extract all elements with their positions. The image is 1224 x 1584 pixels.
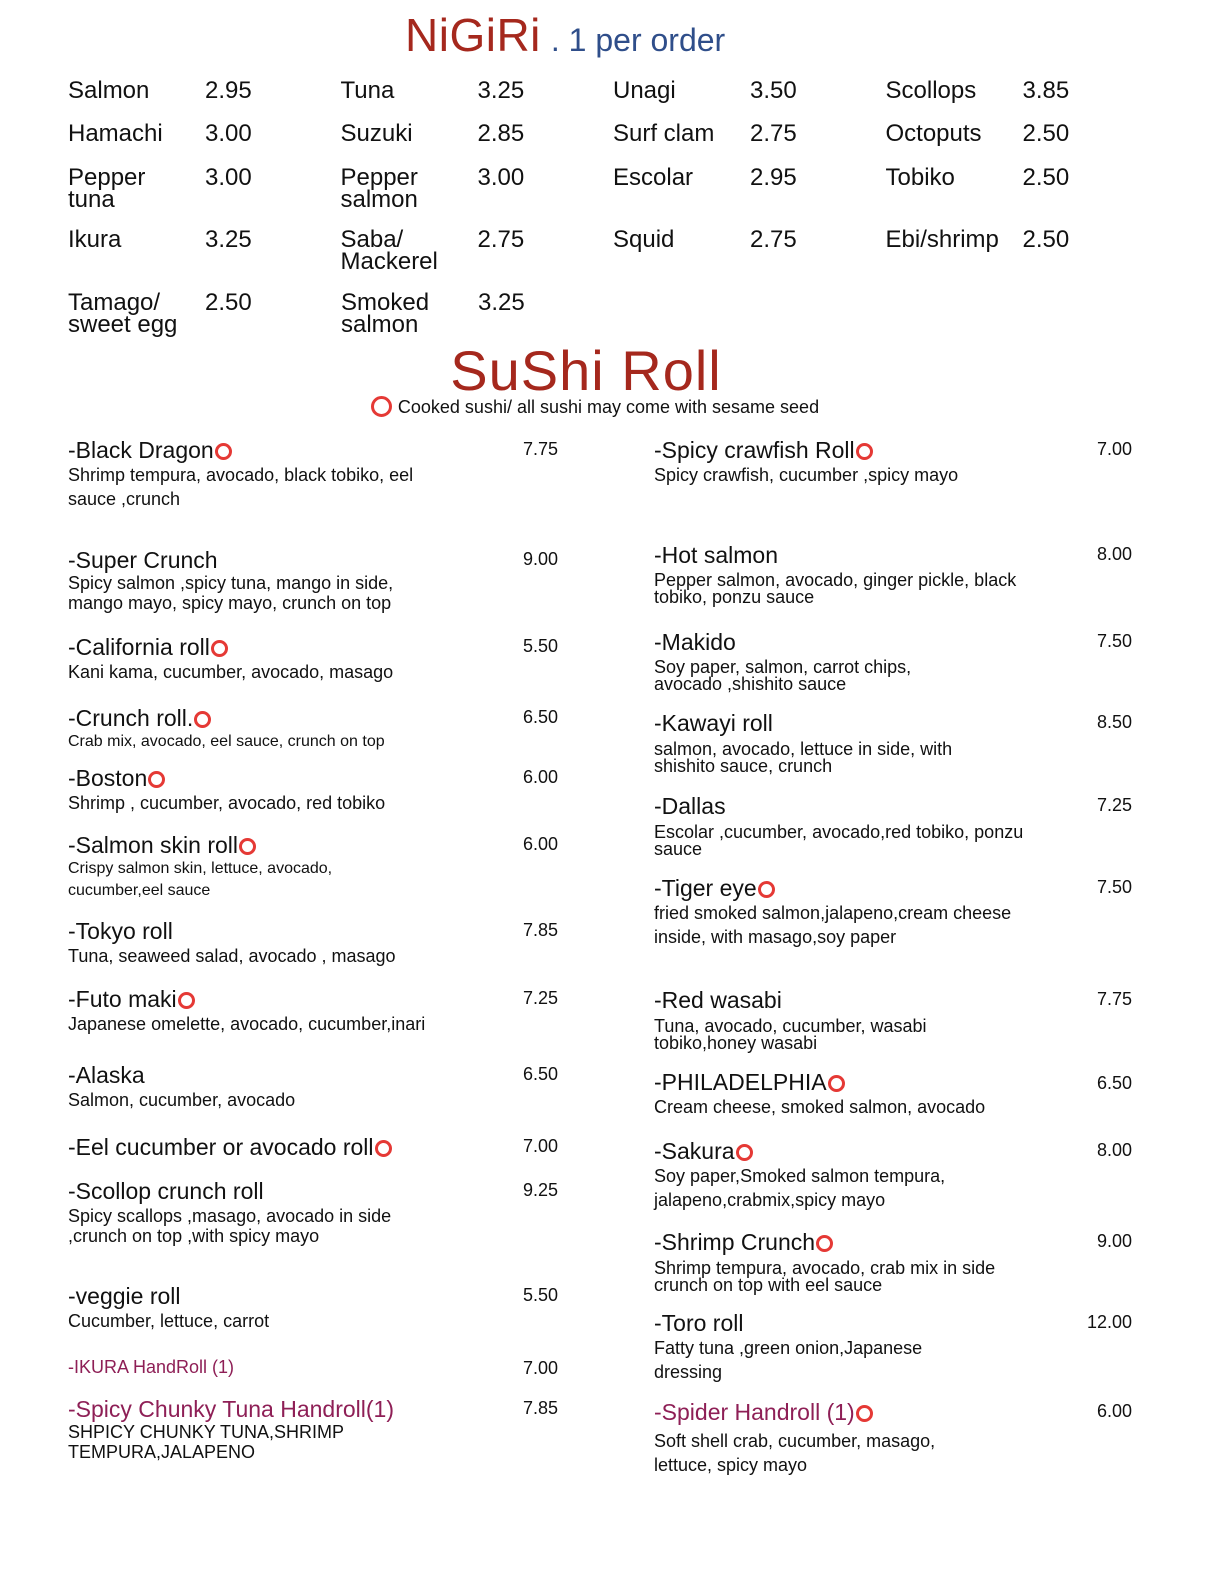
item-name [68, 1178, 558, 1204]
item-description: Japanese omelette, avocado, cucumber,inari [68, 1014, 426, 1034]
item-description: Soy paper,Smoked salmon tempura, jalapeno,crabmix,spicy mayo [654, 1166, 946, 1210]
item-description: Soft shell crab, cucumber, masago, lettuce, spicy mayo [654, 1431, 936, 1475]
menu-item [654, 1399, 1132, 1477]
menu-item [654, 1310, 1132, 1384]
item-price: 6.50 [522, 1064, 558, 1084]
menu-item [654, 542, 1132, 606]
item-price: 8.00 [1096, 1140, 1132, 1160]
item-price: 8.50 [1096, 712, 1132, 732]
item-description: Shrimp tempura, avocado, black tobiko, eel sauce ,crunch [68, 465, 414, 509]
cooked-circle-icon [148, 771, 165, 788]
menu-item [654, 987, 1132, 1052]
item-name-text: -Salmon skin roll [68, 832, 238, 858]
item-price: 5.50 [522, 1285, 558, 1305]
item-description: Kani kama, cucumber, avocado, masago [68, 662, 394, 682]
menu-item [68, 1062, 558, 1112]
menu-item [68, 765, 558, 815]
cooked-circle-icon [758, 881, 775, 898]
item-name [654, 875, 1132, 901]
item-price: 6.50 [1096, 1073, 1132, 1093]
item-name-text: -California roll [68, 634, 210, 660]
item-name [654, 1399, 1132, 1425]
item-description: Tuna, avocado, cucumber, wasabi tobiko,honey wasabi [654, 1016, 927, 1053]
item-name-text: -Tokyo roll [68, 918, 173, 944]
item-description: Crab mix, avocado, eel sauce, crunch on top [68, 733, 385, 750]
nigiri-item-name: Suzuki [340, 120, 413, 147]
menu-item [68, 1356, 558, 1378]
item-name-text: -Shrimp Crunch [654, 1229, 816, 1255]
menu-item [68, 634, 558, 684]
rolls-right-column [654, 0, 1132, 1584]
item-name-text: -Tiger eye [654, 875, 757, 901]
item-name-text: -Toro roll [654, 1310, 744, 1336]
item-name [68, 765, 558, 791]
item-description: Pepper salmon, avocado, ginger pickle, black tobiko, ponzu sauce [654, 570, 1017, 607]
menu-item [68, 986, 558, 1036]
menu-item [68, 705, 558, 753]
nigiri-item-name: Scollops [885, 77, 977, 104]
item-name [654, 542, 1132, 568]
item-price: 12.00 [1086, 1312, 1132, 1332]
item-price: 7.00 [522, 1136, 558, 1156]
item-name [68, 705, 558, 731]
item-description: salmon, avocado, lettuce in side, with shishito sauce, crunch [654, 739, 953, 776]
menu-item [68, 1396, 558, 1462]
nigiri-item-price: 2.50 [1022, 226, 1070, 253]
nigiri-item-price: 2.50 [1022, 164, 1070, 191]
menu-item [68, 547, 558, 613]
nigiri-item-price: 3.25 [478, 289, 525, 316]
nigiri-item-name: Tobiko [885, 164, 955, 191]
item-name-text: -Dallas [654, 793, 726, 819]
item-price: 6.00 [1096, 1401, 1132, 1421]
item-price: 7.85 [522, 1398, 558, 1418]
item-name-text: -Scollop crunch roll [68, 1178, 264, 1204]
cooked-circle-icon [375, 1140, 392, 1157]
cooked-circle-icon [215, 443, 232, 460]
item-name [654, 1310, 1132, 1336]
item-price: 7.25 [522, 988, 558, 1008]
cooked-circle-icon [856, 1405, 873, 1422]
item-price: 7.75 [1096, 989, 1132, 1009]
nigiri-item-price: 3.00 [477, 164, 525, 191]
nigiri-item-price: 2.95 [750, 164, 797, 191]
item-name-text: -Alaska [68, 1062, 145, 1088]
nigiri-item-price: 3.25 [477, 77, 525, 104]
item-description: Cucumber, lettuce, carrot [68, 1311, 270, 1331]
item-name-text: -Black Dragon [68, 437, 214, 463]
nigiri-item-name: Octoputs [885, 120, 982, 147]
nigiri-item-name: Saba/ Mackerel [340, 226, 438, 275]
nigiri-item-price: 2.85 [477, 120, 525, 147]
nigiri-item-price: 2.75 [477, 226, 525, 253]
cooked-circle-icon [239, 838, 256, 855]
item-description: Spicy scallops ,masago, avocado in side ,crunch on top ,with spicy mayo [68, 1206, 392, 1246]
item-name-text: -Eel cucumber or avocado roll [68, 1134, 374, 1160]
nigiri-item-price: 3.00 [205, 120, 252, 147]
item-name-text: -Spicy crawfish Roll [654, 437, 855, 463]
nigiri-item-name: Ebi/shrimp [885, 226, 999, 253]
item-price: 5.50 [522, 636, 558, 656]
nigiri-item-price: 2.50 [1022, 120, 1070, 147]
cooked-circle-icon [828, 1075, 845, 1092]
item-price: 9.00 [1096, 1231, 1132, 1251]
item-name [68, 918, 558, 944]
item-price: 6.50 [522, 707, 558, 727]
nigiri-item-name: Pepper salmon [340, 164, 418, 213]
menu-item [654, 875, 1132, 949]
menu-item [654, 1069, 1132, 1119]
nigiri-item-name: Unagi [613, 77, 676, 104]
item-name-text: -Crunch roll. [68, 705, 194, 731]
nigiri-subtitle: . 1 per order [550, 22, 726, 58]
item-price: 9.25 [522, 1180, 558, 1200]
item-name [654, 1069, 1132, 1095]
nigiri-item-price: 2.75 [750, 226, 797, 253]
item-name [68, 547, 558, 573]
item-description: Spicy crawfish, cucumber ,spicy mayo [654, 465, 959, 485]
item-name-text: -Hot salmon [654, 542, 778, 568]
item-name [68, 1283, 558, 1309]
item-name [68, 1396, 558, 1422]
menu-item [654, 437, 1132, 487]
nigiri-item-name: Surf clam [613, 120, 715, 147]
item-description: Cream cheese, smoked salmon, avocado [654, 1097, 986, 1117]
item-description: SHPICY CHUNKY TUNA,SHRIMP TEMPURA,JALAPENO [68, 1422, 344, 1462]
item-name-text: -Spicy Chunky Tuna Handroll(1) [68, 1396, 394, 1422]
menu-item [654, 793, 1132, 858]
nigiri-item-name: Escolar [613, 164, 694, 191]
item-name [68, 1062, 558, 1088]
note-text: Cooked sushi/ all sushi may come with sesame seed [397, 397, 820, 417]
item-name-text: -Makido [654, 629, 736, 655]
sushi-roll-title: SuShi Roll [450, 339, 722, 402]
nigiri-title: NiGiRi [405, 9, 541, 61]
nigiri-item-name: Tamago/ sweet egg [68, 289, 178, 338]
cooked-circle-icon [211, 640, 228, 657]
item-name [68, 1134, 558, 1160]
item-price: 8.00 [1096, 544, 1132, 564]
menu-item [654, 1138, 1132, 1212]
nigiri-item-price: 3.25 [205, 226, 252, 253]
item-name [68, 1356, 558, 1378]
item-price: 7.25 [1096, 795, 1132, 815]
item-name-text: -Sakura [654, 1138, 735, 1164]
item-description: Shrimp , cucumber, avocado, red tobiko [68, 793, 386, 813]
item-price: 6.00 [522, 834, 558, 854]
item-name-text: -veggie roll [68, 1283, 181, 1309]
item-name-text: -IKURA HandRoll (1) [68, 1357, 235, 1377]
item-price: 7.50 [1096, 877, 1132, 897]
menu-item [654, 710, 1132, 775]
nigiri-item-name: Smoked salmon [341, 289, 430, 338]
nigiri-item-price: 2.75 [750, 120, 797, 147]
item-description: Escolar ,cucumber, avocado,red tobiko, ponzu sauce [654, 822, 1024, 859]
item-name [654, 987, 1132, 1013]
nigiri-item-price: 3.00 [205, 164, 252, 191]
item-name-text: -Super Crunch [68, 547, 218, 573]
item-name [654, 710, 1132, 736]
menu-item [654, 629, 1132, 693]
cooked-circle-icon [194, 711, 211, 728]
item-name-text: -Red wasabi [654, 987, 782, 1013]
item-price: 7.00 [522, 1358, 558, 1378]
nigiri-item-name: Hamachi [68, 120, 163, 147]
nigiri-item-price: 3.50 [750, 77, 797, 104]
item-name [68, 437, 558, 463]
item-description: Fatty tuna ,green onion,Japanese dressing [654, 1338, 923, 1382]
item-price: 7.50 [1096, 631, 1132, 651]
item-description: Salmon, cucumber, avocado [68, 1090, 296, 1110]
nigiri-item-name: Salmon [68, 77, 150, 104]
cooked-circle-icon [816, 1235, 833, 1252]
item-description: fried smoked salmon,jalapeno,cream cheese inside, with masago,soy paper [654, 903, 1012, 947]
item-description: Crispy salmon skin, lettuce, avocado, cucumber,eel sauce [68, 860, 333, 899]
item-name [654, 629, 1132, 655]
nigiri-item-price: 2.50 [205, 289, 252, 316]
item-name [68, 634, 558, 660]
item-name-text: -Spider Handroll (1) [654, 1399, 855, 1425]
menu-item [68, 1283, 558, 1333]
item-name-text: -Futo maki [68, 986, 177, 1012]
item-name [654, 1138, 1132, 1164]
item-price: 7.85 [522, 920, 558, 940]
nigiri-item-price: 3.85 [1022, 77, 1070, 104]
menu-item [68, 832, 558, 902]
nigiri-item-name: Pepper tuna [68, 164, 146, 213]
menu-item [68, 918, 558, 968]
menu-item [68, 1178, 558, 1246]
nigiri-item-name: Tuna [340, 77, 395, 104]
item-name-text: -Boston [68, 765, 148, 791]
item-description: Spicy salmon ,spicy tuna, mango in side, mango mayo, spicy mayo, crunch on top [68, 573, 394, 613]
item-name [68, 986, 558, 1012]
item-price: 7.75 [522, 439, 558, 459]
item-price: 9.00 [522, 549, 558, 569]
item-description: Shrimp tempura, avocado, crab mix in side crunch on top with eel sauce [654, 1258, 996, 1295]
item-name [654, 1229, 1132, 1255]
item-name [68, 832, 558, 858]
nigiri-item-name: Squid [613, 226, 675, 253]
menu-item [68, 437, 558, 511]
item-price: 6.00 [522, 767, 558, 787]
item-description: Tuna, seaweed salad, avocado , masago [68, 946, 396, 966]
item-name [654, 437, 1132, 463]
item-description: Soy paper, salmon, carrot chips, avocado ,shishito sauce [654, 657, 912, 694]
menu-item [68, 1134, 558, 1160]
item-name [654, 793, 1132, 819]
item-name-text: -PHILADELPHIA [654, 1069, 827, 1095]
nigiri-item-name: Ikura [68, 226, 122, 253]
cooked-circle-icon [178, 992, 195, 1009]
menu-item [654, 1229, 1132, 1294]
rolls-left-column [68, 0, 558, 1584]
item-name-text: -Kawayi roll [654, 710, 773, 736]
item-price: 7.00 [1096, 439, 1132, 459]
cooked-circle-icon [856, 443, 873, 460]
cooked-circle-icon [736, 1144, 753, 1161]
nigiri-item-price: 2.95 [205, 77, 252, 104]
